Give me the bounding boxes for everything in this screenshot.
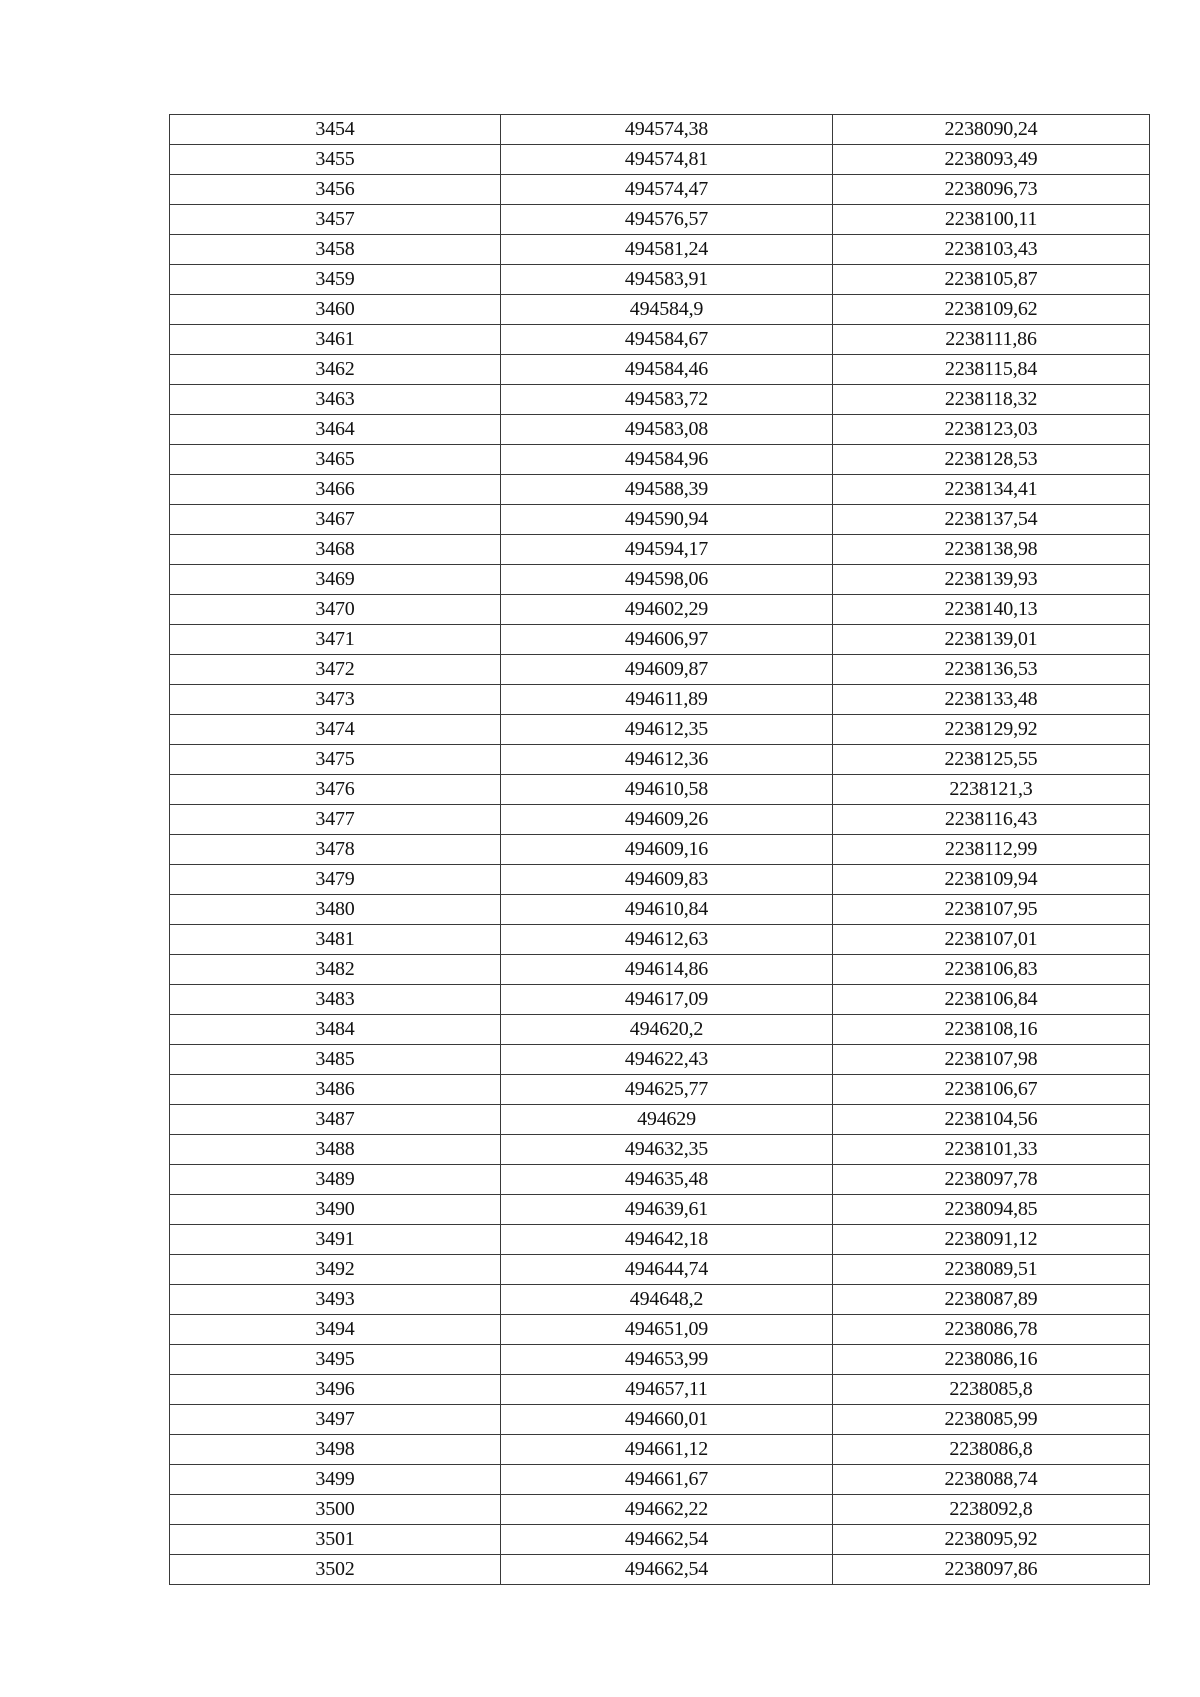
point-number-cell: 3468	[170, 535, 501, 565]
table-row	[170, 685, 1150, 715]
y-coordinate-cell: 2238136,53	[833, 655, 1150, 685]
x-coordinate-cell: 494648,2	[501, 1285, 833, 1315]
x-coordinate-cell: 494576,57	[501, 205, 833, 235]
x-coordinate-cell: 494661,12	[501, 1435, 833, 1465]
y-coordinate-cell: 2238109,94	[833, 865, 1150, 895]
point-number-cell: 3490	[170, 1195, 501, 1225]
y-coordinate-cell: 2238107,01	[833, 925, 1150, 955]
table-row	[170, 625, 1150, 655]
point-number-cell: 3454	[170, 115, 501, 145]
table-row	[170, 1495, 1150, 1525]
point-number-cell: 3493	[170, 1285, 501, 1315]
point-number-cell: 3498	[170, 1435, 501, 1465]
table-row	[170, 1225, 1150, 1255]
point-number-cell: 3460	[170, 295, 501, 325]
table-row	[170, 385, 1150, 415]
point-number-cell: 3470	[170, 595, 501, 625]
x-coordinate-cell: 494651,09	[501, 1315, 833, 1345]
y-coordinate-cell: 2238103,43	[833, 235, 1150, 265]
point-number-cell: 3474	[170, 715, 501, 745]
point-number-cell: 3497	[170, 1405, 501, 1435]
table-row	[170, 865, 1150, 895]
point-number-cell: 3456	[170, 175, 501, 205]
table-row	[170, 985, 1150, 1015]
x-coordinate-cell: 494639,61	[501, 1195, 833, 1225]
point-number-cell: 3462	[170, 355, 501, 385]
y-coordinate-cell: 2238115,84	[833, 355, 1150, 385]
table-row	[170, 145, 1150, 175]
table-row	[170, 355, 1150, 385]
y-coordinate-cell: 2238125,55	[833, 745, 1150, 775]
y-coordinate-cell: 2238095,92	[833, 1525, 1150, 1555]
table-row	[170, 325, 1150, 355]
y-coordinate-cell: 2238106,67	[833, 1075, 1150, 1105]
table-row	[170, 775, 1150, 805]
point-number-cell: 3464	[170, 415, 501, 445]
point-number-cell: 3465	[170, 445, 501, 475]
y-coordinate-cell: 2238140,13	[833, 595, 1150, 625]
table-row	[170, 235, 1150, 265]
coordinates-table	[169, 114, 1150, 1585]
point-number-cell: 3457	[170, 205, 501, 235]
y-coordinate-cell: 2238138,98	[833, 535, 1150, 565]
y-coordinate-cell: 2238092,8	[833, 1495, 1150, 1525]
point-number-cell: 3486	[170, 1075, 501, 1105]
y-coordinate-cell: 2238097,86	[833, 1555, 1150, 1585]
point-number-cell: 3459	[170, 265, 501, 295]
point-number-cell: 3500	[170, 1495, 501, 1525]
x-coordinate-cell: 494609,83	[501, 865, 833, 895]
y-coordinate-cell: 2238133,48	[833, 685, 1150, 715]
table-row	[170, 1555, 1150, 1585]
x-coordinate-cell: 494644,74	[501, 1255, 833, 1285]
x-coordinate-cell: 494574,81	[501, 145, 833, 175]
y-coordinate-cell: 2238116,43	[833, 805, 1150, 835]
y-coordinate-cell: 2238086,8	[833, 1435, 1150, 1465]
y-coordinate-cell: 2238134,41	[833, 475, 1150, 505]
x-coordinate-cell: 494574,38	[501, 115, 833, 145]
table-row	[170, 505, 1150, 535]
point-number-cell: 3501	[170, 1525, 501, 1555]
x-coordinate-cell: 494609,16	[501, 835, 833, 865]
table-row	[170, 1015, 1150, 1045]
table-row	[170, 1255, 1150, 1285]
coordinates-table-body	[170, 115, 1150, 1585]
y-coordinate-cell: 2238129,92	[833, 715, 1150, 745]
table-row	[170, 655, 1150, 685]
y-coordinate-cell: 2238086,16	[833, 1345, 1150, 1375]
table-row	[170, 205, 1150, 235]
x-coordinate-cell: 494584,46	[501, 355, 833, 385]
y-coordinate-cell: 2238093,49	[833, 145, 1150, 175]
point-number-cell: 3492	[170, 1255, 501, 1285]
point-number-cell: 3467	[170, 505, 501, 535]
x-coordinate-cell: 494612,36	[501, 745, 833, 775]
table-row	[170, 1195, 1150, 1225]
y-coordinate-cell: 2238128,53	[833, 445, 1150, 475]
table-row	[170, 475, 1150, 505]
x-coordinate-cell: 494642,18	[501, 1225, 833, 1255]
point-number-cell: 3494	[170, 1315, 501, 1345]
y-coordinate-cell: 2238139,01	[833, 625, 1150, 655]
table-row	[170, 115, 1150, 145]
table-row	[170, 445, 1150, 475]
y-coordinate-cell: 2238107,98	[833, 1045, 1150, 1075]
point-number-cell: 3483	[170, 985, 501, 1015]
point-number-cell: 3482	[170, 955, 501, 985]
x-coordinate-cell: 494594,17	[501, 535, 833, 565]
x-coordinate-cell: 494584,9	[501, 295, 833, 325]
y-coordinate-cell: 2238100,11	[833, 205, 1150, 235]
point-number-cell: 3469	[170, 565, 501, 595]
table-row	[170, 745, 1150, 775]
y-coordinate-cell: 2238104,56	[833, 1105, 1150, 1135]
y-coordinate-cell: 2238123,03	[833, 415, 1150, 445]
point-number-cell: 3502	[170, 1555, 501, 1585]
y-coordinate-cell: 2238101,33	[833, 1135, 1150, 1165]
table-row	[170, 1315, 1150, 1345]
x-coordinate-cell: 494584,96	[501, 445, 833, 475]
table-row	[170, 1525, 1150, 1555]
y-coordinate-cell: 2238106,84	[833, 985, 1150, 1015]
point-number-cell: 3471	[170, 625, 501, 655]
x-coordinate-cell: 494581,24	[501, 235, 833, 265]
table-row	[170, 1165, 1150, 1195]
y-coordinate-cell: 2238139,93	[833, 565, 1150, 595]
point-number-cell: 3479	[170, 865, 501, 895]
point-number-cell: 3455	[170, 145, 501, 175]
point-number-cell: 3473	[170, 685, 501, 715]
x-coordinate-cell: 494635,48	[501, 1165, 833, 1195]
y-coordinate-cell: 2238087,89	[833, 1285, 1150, 1315]
y-coordinate-cell: 2238118,32	[833, 385, 1150, 415]
table-row	[170, 1435, 1150, 1465]
point-number-cell: 3476	[170, 775, 501, 805]
y-coordinate-cell: 2238086,78	[833, 1315, 1150, 1345]
table-row	[170, 895, 1150, 925]
point-number-cell: 3491	[170, 1225, 501, 1255]
table-row	[170, 1405, 1150, 1435]
table-row	[170, 1045, 1150, 1075]
table-row	[170, 835, 1150, 865]
x-coordinate-cell: 494602,29	[501, 595, 833, 625]
point-number-cell: 3480	[170, 895, 501, 925]
y-coordinate-cell: 2238112,99	[833, 835, 1150, 865]
x-coordinate-cell: 494588,39	[501, 475, 833, 505]
table-row	[170, 1375, 1150, 1405]
table-row	[170, 295, 1150, 325]
table-row	[170, 1465, 1150, 1495]
point-number-cell: 3475	[170, 745, 501, 775]
x-coordinate-cell: 494662,54	[501, 1555, 833, 1585]
table-row	[170, 535, 1150, 565]
table-row	[170, 1135, 1150, 1165]
x-coordinate-cell: 494657,11	[501, 1375, 833, 1405]
y-coordinate-cell: 2238105,87	[833, 265, 1150, 295]
point-number-cell: 3487	[170, 1105, 501, 1135]
point-number-cell: 3461	[170, 325, 501, 355]
x-coordinate-cell: 494610,58	[501, 775, 833, 805]
point-number-cell: 3477	[170, 805, 501, 835]
point-number-cell: 3478	[170, 835, 501, 865]
point-number-cell: 3463	[170, 385, 501, 415]
point-number-cell: 3472	[170, 655, 501, 685]
y-coordinate-cell: 2238094,85	[833, 1195, 1150, 1225]
point-number-cell: 3489	[170, 1165, 501, 1195]
point-number-cell: 3481	[170, 925, 501, 955]
point-number-cell: 3458	[170, 235, 501, 265]
x-coordinate-cell: 494598,06	[501, 565, 833, 595]
y-coordinate-cell: 2238085,8	[833, 1375, 1150, 1405]
point-number-cell: 3499	[170, 1465, 501, 1495]
table-row	[170, 805, 1150, 835]
y-coordinate-cell: 2238088,74	[833, 1465, 1150, 1495]
point-number-cell: 3496	[170, 1375, 501, 1405]
y-coordinate-cell: 2238111,86	[833, 325, 1150, 355]
x-coordinate-cell: 494614,86	[501, 955, 833, 985]
y-coordinate-cell: 2238090,24	[833, 115, 1150, 145]
y-coordinate-cell: 2238097,78	[833, 1165, 1150, 1195]
table-row	[170, 955, 1150, 985]
y-coordinate-cell: 2238109,62	[833, 295, 1150, 325]
x-coordinate-cell: 494583,91	[501, 265, 833, 295]
table-row	[170, 1285, 1150, 1315]
x-coordinate-cell: 494583,72	[501, 385, 833, 415]
y-coordinate-cell: 2238121,3	[833, 775, 1150, 805]
table-row	[170, 565, 1150, 595]
x-coordinate-cell: 494610,84	[501, 895, 833, 925]
table-row	[170, 1105, 1150, 1135]
table-row	[170, 175, 1150, 205]
x-coordinate-cell: 494606,97	[501, 625, 833, 655]
x-coordinate-cell: 494612,63	[501, 925, 833, 955]
x-coordinate-cell: 494629	[501, 1105, 833, 1135]
x-coordinate-cell: 494583,08	[501, 415, 833, 445]
y-coordinate-cell: 2238137,54	[833, 505, 1150, 535]
table-row	[170, 265, 1150, 295]
x-coordinate-cell: 494662,22	[501, 1495, 833, 1525]
x-coordinate-cell: 494609,87	[501, 655, 833, 685]
table-row	[170, 715, 1150, 745]
y-coordinate-cell: 2238108,16	[833, 1015, 1150, 1045]
table-row	[170, 415, 1150, 445]
x-coordinate-cell: 494574,47	[501, 175, 833, 205]
y-coordinate-cell: 2238085,99	[833, 1405, 1150, 1435]
y-coordinate-cell: 2238096,73	[833, 175, 1150, 205]
point-number-cell: 3466	[170, 475, 501, 505]
point-number-cell: 3485	[170, 1045, 501, 1075]
x-coordinate-cell: 494622,43	[501, 1045, 833, 1075]
point-number-cell: 3484	[170, 1015, 501, 1045]
x-coordinate-cell: 494611,89	[501, 685, 833, 715]
y-coordinate-cell: 2238091,12	[833, 1225, 1150, 1255]
x-coordinate-cell: 494662,54	[501, 1525, 833, 1555]
y-coordinate-cell: 2238107,95	[833, 895, 1150, 925]
x-coordinate-cell: 494632,35	[501, 1135, 833, 1165]
table-row	[170, 1075, 1150, 1105]
point-number-cell: 3488	[170, 1135, 501, 1165]
table-row	[170, 1345, 1150, 1375]
x-coordinate-cell: 494620,2	[501, 1015, 833, 1045]
y-coordinate-cell: 2238089,51	[833, 1255, 1150, 1285]
x-coordinate-cell: 494625,77	[501, 1075, 833, 1105]
point-number-cell: 3495	[170, 1345, 501, 1375]
x-coordinate-cell: 494653,99	[501, 1345, 833, 1375]
x-coordinate-cell: 494612,35	[501, 715, 833, 745]
x-coordinate-cell: 494617,09	[501, 985, 833, 1015]
x-coordinate-cell: 494660,01	[501, 1405, 833, 1435]
x-coordinate-cell: 494609,26	[501, 805, 833, 835]
table-row	[170, 925, 1150, 955]
table-row	[170, 595, 1150, 625]
x-coordinate-cell: 494661,67	[501, 1465, 833, 1495]
x-coordinate-cell: 494584,67	[501, 325, 833, 355]
x-coordinate-cell: 494590,94	[501, 505, 833, 535]
y-coordinate-cell: 2238106,83	[833, 955, 1150, 985]
